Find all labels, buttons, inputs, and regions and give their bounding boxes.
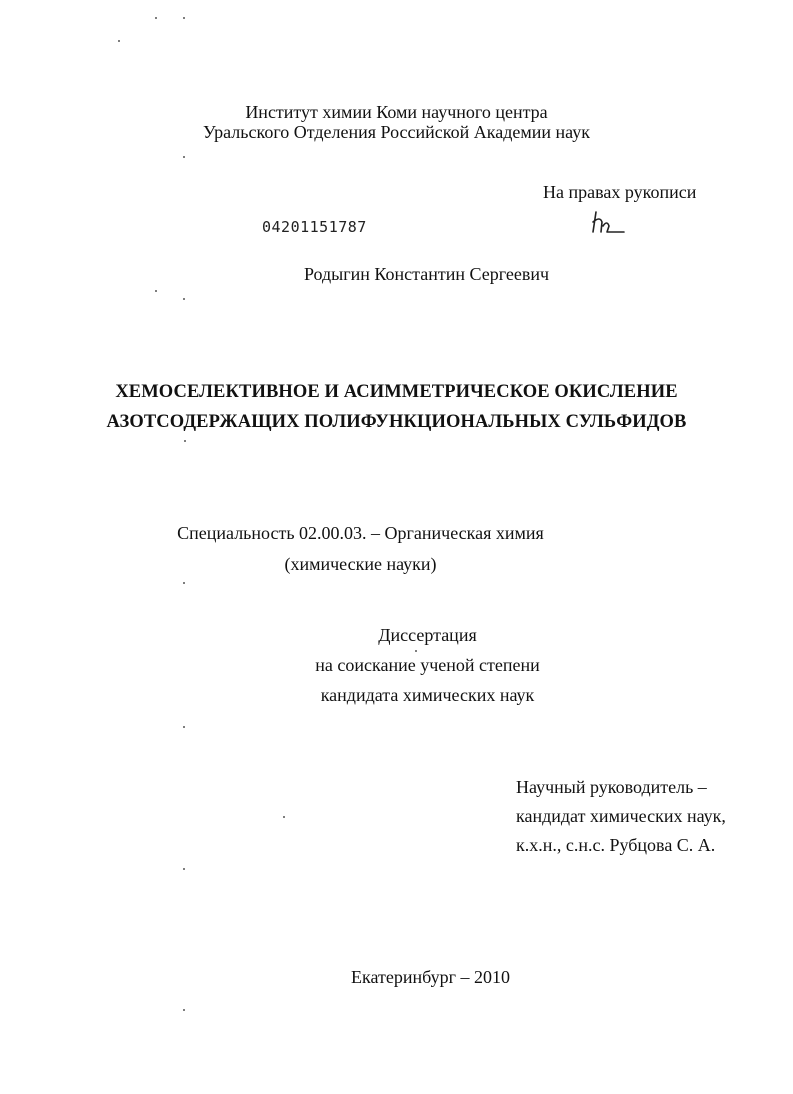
dissertation-title-line-1: ХЕМОСЕЛЕКТИВНОЕ И АСИММЕТРИЧЕСКОЕ ОКИСЛЕНИЕ (115, 382, 678, 402)
scan-speck (415, 650, 417, 652)
supervisor-line-3: к.х.н., с.н.с. Рубцова С. А. (516, 835, 716, 855)
specialty-line-2: (химические науки) (284, 554, 437, 574)
scan-speck (118, 40, 120, 42)
scan-speck (183, 298, 185, 300)
institution-line-2: Уральского Отделения Российской Академии наук (203, 122, 590, 142)
scan-speck (155, 290, 157, 292)
specialty-line-1: Специальность 02.00.03. – Органическая химия (177, 523, 544, 543)
degree-line-3: кандидата химических наук (320, 685, 535, 705)
scan-speck (184, 440, 186, 442)
scan-speck (183, 1009, 185, 1011)
registration-number: 04201151787 (262, 218, 367, 236)
scan-speck (183, 156, 185, 158)
scan-speck (183, 868, 185, 870)
dissertation-title-line-2: АЗОТСОДЕРЖАЩИХ ПОЛИФУНКЦИОНАЛЬНЫХ СУЛЬФИДОВ (106, 412, 687, 432)
rights-note: На правах рукописи (543, 182, 697, 202)
scan-speck (183, 726, 185, 728)
degree-line-2: на соискание ученой степени (315, 655, 540, 675)
degree-line-1: Диссертация (378, 625, 477, 645)
scan-speck (283, 816, 285, 818)
institution-line-1: Институт химии Коми научного центра (245, 102, 548, 122)
scan-speck (183, 17, 185, 19)
supervisor-line-1: Научный руководитель – (516, 777, 707, 797)
signature-mark (590, 208, 630, 236)
supervisor-line-2: кандидат химических наук, (516, 806, 726, 826)
place-year: Екатеринбург – 2010 (351, 967, 510, 987)
scan-speck (155, 17, 157, 19)
author-name: Родыгин Константин Сергеевич (303, 264, 550, 284)
scan-speck (183, 582, 185, 584)
